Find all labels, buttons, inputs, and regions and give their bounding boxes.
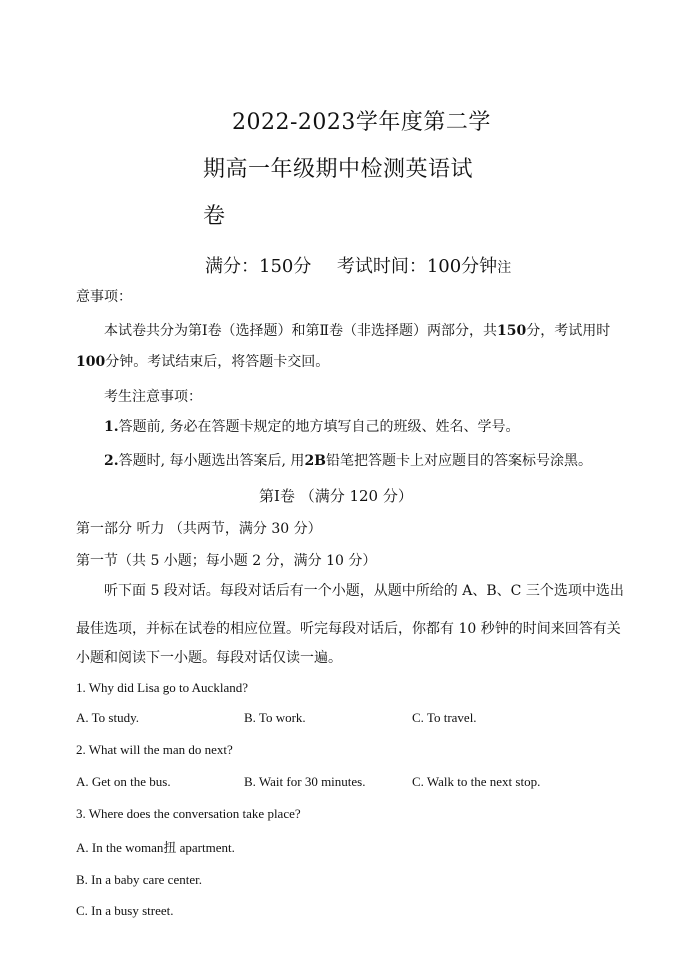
intro-text: 分钟。考试结束后，将答题卡交回。 (105, 354, 330, 370)
question-3-option-b: B. In a baby care center. (76, 872, 202, 887)
note-2 (104, 450, 592, 470)
title-line-1: 2022-2023学年度第二学 (232, 110, 491, 135)
instructions-line-3: 小题和阅读下一小题。每段对话仅读一遍。 (76, 650, 342, 666)
intro-line-1 (104, 320, 610, 340)
question-1-option-c: C. To travel. (412, 710, 477, 725)
instructions-line-1: 听下面 5 段对话。每段对话后有一个小题，从题中所给的 A、B、C 三个选项中选出 (104, 583, 624, 599)
note-1 (104, 416, 520, 436)
question-3-option-c: C. In a busy street. (76, 903, 174, 918)
question-1-option-b: B. To work. (244, 710, 306, 725)
exam-minutes: 100 (76, 354, 106, 370)
question-3-option-a: A. In the woman扭 apartment. (76, 840, 235, 855)
note-text: 答题前, 务必在答题卡规定的地方填写自己的班级、姓名、学号。 (118, 419, 520, 435)
question-2-option-b: B. Wait for 30 minutes. (244, 774, 366, 789)
section-1-heading: 第一节（共 5 小题；每小题 2 分，满分 10 分） (76, 553, 377, 569)
pencil-type: 2B (304, 453, 327, 469)
question-2-stem: 2. What will the man do next? (76, 742, 233, 757)
exam-time: 考试时间：100分钟 (336, 256, 498, 277)
note-text: 铅笔把答题卡上对应题目的答案标号涂黑。 (326, 453, 593, 469)
question-3-stem: 3. Where does the conversation take place? (76, 806, 301, 821)
part-1-heading: 第一部分 听力 （共两节，满分 30 分） (76, 521, 322, 537)
title-line-3: 卷 (203, 204, 226, 229)
notice-tail: 注 (497, 260, 512, 276)
intro-line-2 (76, 351, 329, 371)
notes-title: 考生注意事项： (104, 389, 202, 405)
instructions-line-2: 最佳选项，并标在试卷的相应位置。听完每段对话后，你都有 10 秒钟的时间来回答有关 (76, 621, 621, 637)
notice-head: 意事项： (76, 289, 132, 305)
score-time-line (205, 252, 511, 278)
note-number: 1. (104, 419, 119, 435)
intro-text: 分，考试用时 (526, 323, 611, 339)
full-score: 满分：150分 (205, 256, 312, 277)
note-text: 答题时, 每小题选出答案后, 用 (118, 453, 305, 469)
note-number: 2. (104, 453, 119, 469)
question-2-option-c: C. Walk to the next stop. (412, 774, 541, 789)
question-1-stem: 1. Why did Lisa go to Auckland? (76, 680, 248, 695)
total-score: 150 (497, 323, 527, 339)
volume-heading: 第Ⅰ卷 （满分 120 分） (259, 487, 413, 505)
question-2-option-a: A. Get on the bus. (76, 774, 171, 789)
intro-text: 本试卷共分为第Ⅰ卷（选择题）和第Ⅱ卷（非选择题）两部分，共 (104, 323, 498, 339)
question-1-option-a: A. To study. (76, 710, 140, 725)
title-line-2: 期高一年级期中检测英语试 (203, 157, 474, 182)
